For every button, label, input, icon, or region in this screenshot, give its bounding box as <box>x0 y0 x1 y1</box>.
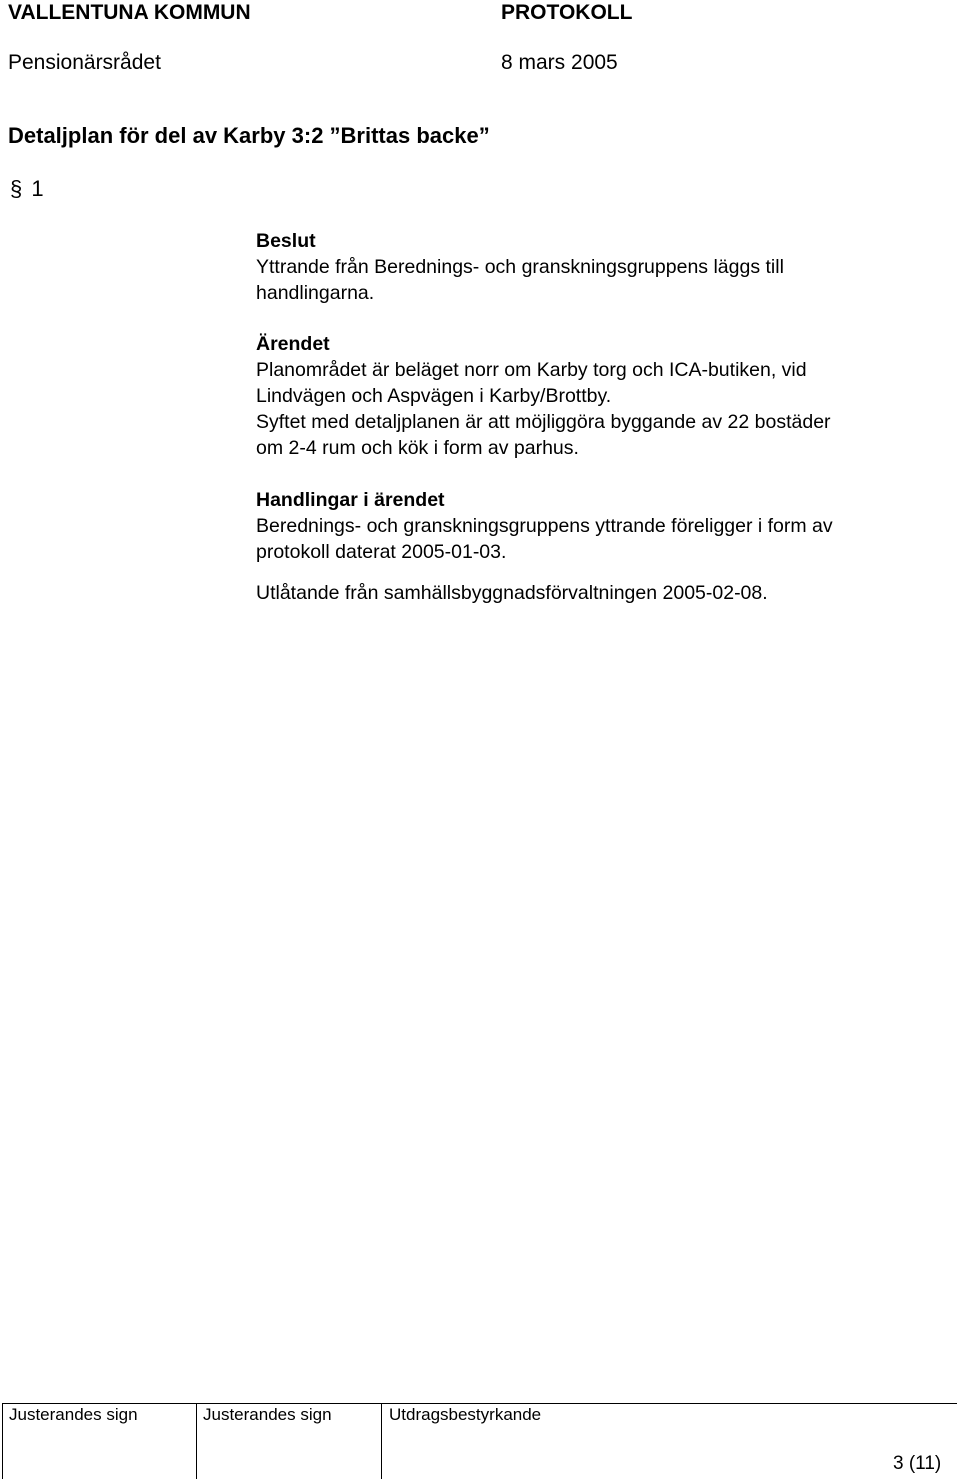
section-heading: Handlingar i ärendet <box>256 489 445 511</box>
text-line: protokoll daterat 2005-01-03. <box>256 541 507 563</box>
text-line: Utlåtande från samhällsbyggnadsförvaltningen 2005-02-08. <box>256 582 768 604</box>
section-heading: Beslut <box>256 230 316 252</box>
text-line: Syftet med detaljplanen är att möjliggöra byggande av 22 bostäder <box>256 411 831 433</box>
document-type: PROTOKOLL <box>501 1 633 24</box>
footer-column-border <box>381 1403 382 1479</box>
footer-sign-2: Justerandes sign <box>203 1405 332 1424</box>
paragraph-number: 1 <box>31 176 44 201</box>
text-line: Lindvägen och Aspvägen i Karby/Brottby. <box>256 385 612 407</box>
footer-certification: Utdragsbestyrkande <box>389 1405 542 1424</box>
committee-name: Pensionärsrådet <box>8 51 161 74</box>
organization-name: VALLENTUNA KOMMUN <box>8 1 251 24</box>
footer-divider <box>2 1403 957 1404</box>
item-title: Detaljplan för del av Karby 3:2 ”Brittas backe” <box>8 123 490 148</box>
paragraph-sign: § <box>10 176 23 201</box>
footer-column-border <box>2 1403 3 1479</box>
paragraph-marker <box>10 176 44 202</box>
section-arendet <box>256 331 831 461</box>
text-line: handlingarna. <box>256 282 375 304</box>
footer-sign-1: Justerandes sign <box>9 1405 138 1424</box>
section-beslut <box>256 228 784 306</box>
text-line: Yttrande från Berednings- och granskningsgruppens läggs till <box>256 256 784 278</box>
text-line: om 2-4 rum och kök i form av parhus. <box>256 437 579 459</box>
section-heading: Ärendet <box>256 333 330 355</box>
meeting-date: 8 mars 2005 <box>501 51 618 74</box>
text-line: Planområdet är beläget norr om Karby torg och ICA-butiken, vid <box>256 359 807 381</box>
page-number: 3 (11) <box>893 1453 942 1474</box>
footer-column-border <box>196 1403 197 1479</box>
section-handlingar <box>256 487 833 606</box>
text-line: Berednings- och granskningsgruppens yttrande föreligger i form av <box>256 515 833 537</box>
